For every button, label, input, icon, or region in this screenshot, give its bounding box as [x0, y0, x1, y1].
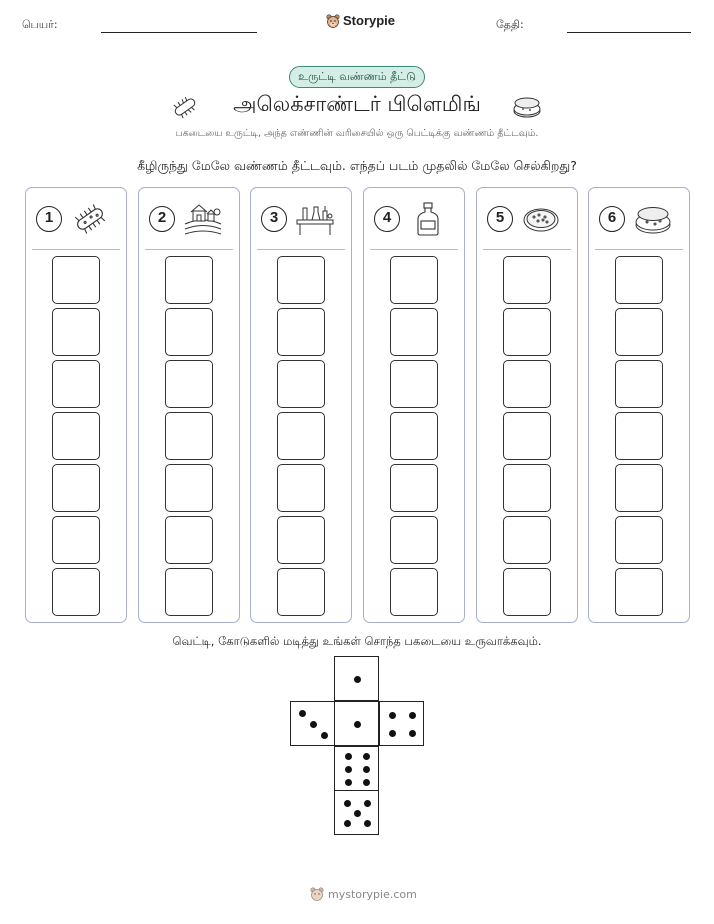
color-box[interactable]: [615, 360, 663, 408]
color-box[interactable]: [52, 360, 100, 408]
column-header: [487, 200, 569, 240]
column-number: 5: [487, 206, 513, 232]
die-pip: [409, 730, 416, 737]
color-box[interactable]: [390, 360, 438, 408]
die-pip: [345, 779, 352, 786]
column-number: 3: [261, 206, 287, 232]
color-box[interactable]: [165, 516, 213, 564]
die-pip: [363, 753, 370, 760]
column-header: [36, 200, 118, 240]
color-box[interactable]: [503, 516, 551, 564]
color-box[interactable]: [615, 256, 663, 304]
column-2: [138, 187, 240, 623]
color-box[interactable]: [615, 308, 663, 356]
color-box[interactable]: [277, 308, 325, 356]
die-pip: [345, 753, 352, 760]
column-divider: [145, 249, 233, 250]
column-divider: [32, 249, 120, 250]
date-label: தேதி:: [496, 18, 524, 31]
column-number: 4: [374, 206, 400, 232]
die-pip: [364, 800, 371, 807]
column-6: [588, 187, 690, 623]
column-3: [250, 187, 352, 623]
farm-icon: [183, 202, 223, 236]
color-box[interactable]: [165, 308, 213, 356]
color-box[interactable]: [165, 256, 213, 304]
color-box[interactable]: [52, 516, 100, 564]
color-box[interactable]: [277, 568, 325, 616]
color-box[interactable]: [615, 464, 663, 512]
bear-icon: [310, 887, 324, 901]
die-face-1[interactable]: [334, 701, 379, 746]
color-box[interactable]: [277, 516, 325, 564]
instruction: கீழிருந்து மேலே வண்ணம் தீட்டவும். எந்தப் படம் முதலில் மேலே செல்கிறது?: [137, 158, 577, 173]
die-pip: [409, 712, 416, 719]
footer-url[interactable]: mystorypie.com: [328, 887, 417, 901]
color-box[interactable]: [277, 464, 325, 512]
color-box[interactable]: [277, 256, 325, 304]
color-box[interactable]: [277, 412, 325, 460]
column-divider: [483, 249, 571, 250]
column-number: 6: [599, 206, 625, 232]
column-header: [374, 200, 456, 240]
column-header: [599, 200, 681, 240]
color-box[interactable]: [503, 568, 551, 616]
die-pip: [321, 732, 328, 739]
color-box[interactable]: [52, 256, 100, 304]
activity-badge: உருட்டி வண்ணம் தீட்டு: [289, 66, 425, 88]
column-number: 1: [36, 206, 62, 232]
color-box[interactable]: [165, 412, 213, 460]
color-box[interactable]: [503, 360, 551, 408]
color-box[interactable]: [390, 516, 438, 564]
color-box[interactable]: [165, 360, 213, 408]
die-pip: [345, 766, 352, 773]
color-box[interactable]: [615, 568, 663, 616]
die-pip: [363, 779, 370, 786]
name-line[interactable]: [101, 32, 257, 33]
die-pip: [344, 820, 351, 827]
color-box[interactable]: [503, 412, 551, 460]
die-pip: [354, 810, 361, 817]
color-box[interactable]: [52, 412, 100, 460]
color-box[interactable]: [165, 568, 213, 616]
footer: [310, 887, 417, 901]
column-divider: [595, 249, 683, 250]
die-pip: [344, 800, 351, 807]
page-title: அலெக்சாண்டர் பிளெமிங்: [233, 92, 481, 116]
die-face-5[interactable]: [334, 790, 379, 835]
bear-icon: [326, 14, 340, 28]
column-4: [363, 187, 465, 623]
color-box[interactable]: [390, 308, 438, 356]
brand-name: Storypie: [343, 13, 396, 28]
color-box[interactable]: [503, 464, 551, 512]
column-5: [476, 187, 578, 623]
name-label: பெயர்:: [22, 18, 58, 31]
column-divider: [370, 249, 458, 250]
color-box[interactable]: [52, 464, 100, 512]
color-box[interactable]: [390, 568, 438, 616]
color-box[interactable]: [503, 308, 551, 356]
color-box[interactable]: [277, 360, 325, 408]
medicine-bottle-icon: [408, 202, 448, 236]
date-line[interactable]: [567, 32, 691, 33]
lab-bench-icon: [295, 202, 335, 236]
die-pip: [299, 710, 306, 717]
die-pip: [310, 721, 317, 728]
color-box[interactable]: [390, 464, 438, 512]
die-pip: [389, 712, 396, 719]
die-face-6[interactable]: [334, 746, 379, 791]
color-box[interactable]: [52, 308, 100, 356]
column-header: [261, 200, 343, 240]
petri-dish-icon: [521, 202, 561, 236]
die-pip: [354, 721, 361, 728]
die-pip: [354, 676, 361, 683]
color-box[interactable]: [390, 412, 438, 460]
die-face-4[interactable]: [379, 701, 424, 746]
column-number: 2: [149, 206, 175, 232]
die-pip: [363, 766, 370, 773]
column-1: [25, 187, 127, 623]
subtitle: பகடையை உருட்டி, அந்த எண்ணின் வரிசையில் ஒரு பெட்டிக்கு வண்ணம் தீட்டவும்.: [175, 128, 539, 139]
color-box[interactable]: [390, 256, 438, 304]
color-box[interactable]: [52, 568, 100, 616]
column-divider: [257, 249, 345, 250]
cut-instruction: வெட்டி, கோடுகளில் மடித்து உங்கள் சொந்த பகடையை உருவாக்கவும்.: [172, 634, 542, 648]
color-box[interactable]: [503, 256, 551, 304]
petri-dish-stack-icon: [633, 202, 673, 236]
die-pip: [389, 730, 396, 737]
color-box[interactable]: [615, 516, 663, 564]
petri-dish-stack-icon: [512, 94, 542, 120]
die-face-3[interactable]: [290, 701, 335, 746]
color-box[interactable]: [615, 412, 663, 460]
die-pip: [364, 820, 371, 827]
die-face-1[interactable]: [334, 656, 379, 701]
bacteria-icon: [70, 202, 110, 236]
color-box[interactable]: [165, 464, 213, 512]
column-header: [149, 200, 231, 240]
brand-logo: [326, 13, 395, 28]
